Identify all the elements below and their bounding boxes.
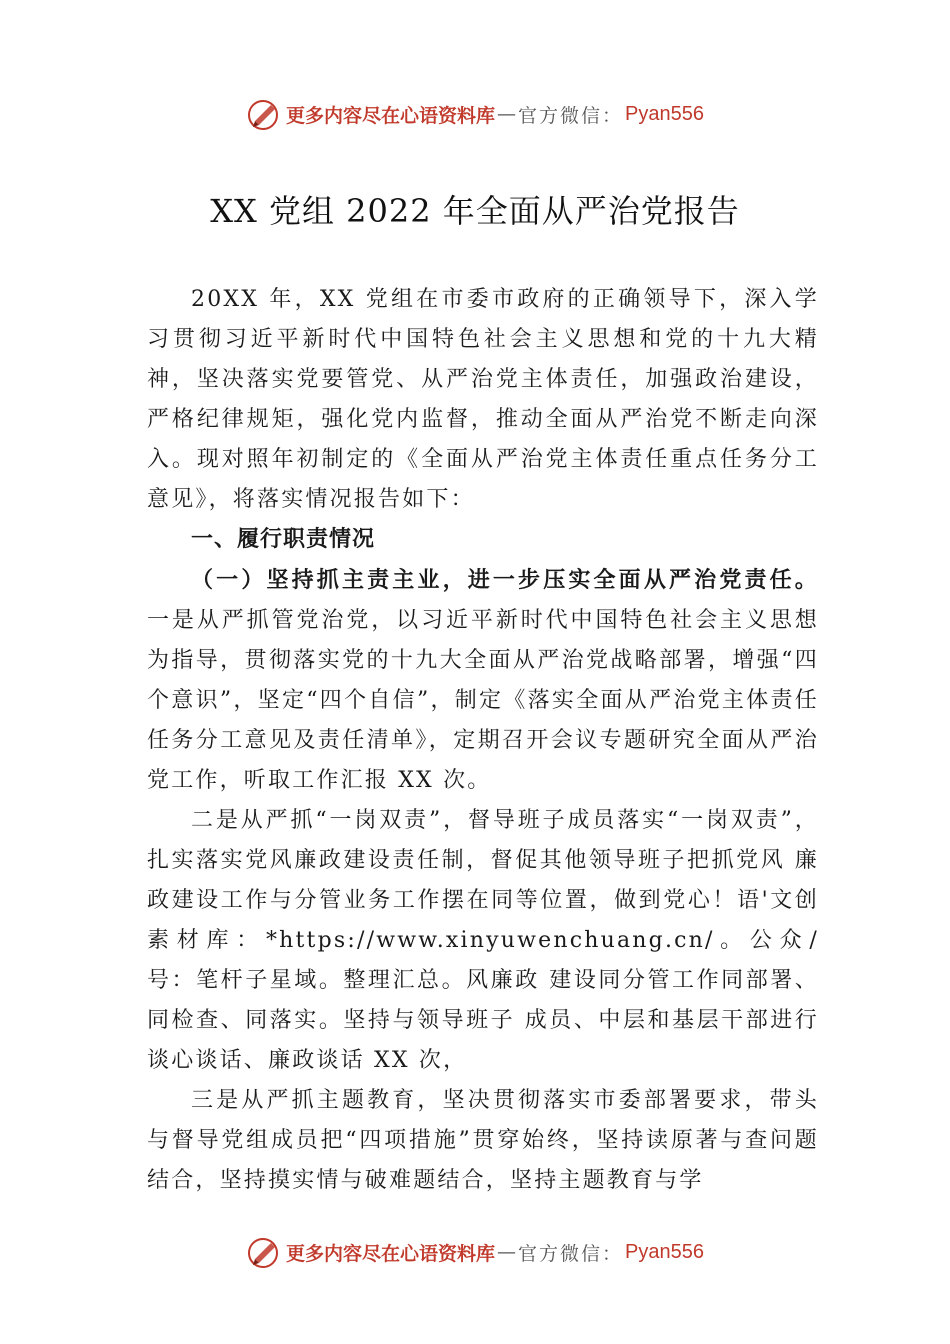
document-title: XX 党组 2022 年全面从严治党报告	[210, 192, 740, 230]
intro-paragraph: 20XX 年，XX 党组在市委市政府的正确领导下，深入学习贯彻习近平新时代中国特色社会主义思想和党的十九大精神，坚决落实党要管党、从严治党主体责任，加强政治建设，严格纪律规矩，强化党内监督，推动全面从严治党不断走向深入。现对照年初制定的《全面从严治党主体责任重点任务分工意见》，将落实情况报告如下：	[147, 287, 819, 512]
banner-wechat-id: Pyan556	[625, 102, 704, 125]
section-heading: 一、履行职责情况	[191, 527, 376, 552]
banner-brand-text: 更多内容尽在心语资料库	[286, 104, 496, 127]
banner-brand-text: 更多内容尽在心语资料库	[286, 1242, 496, 1265]
subsection-paragraph	[147, 560, 819, 801]
banner-wechat-label: 官方微信：	[518, 1242, 624, 1265]
pen-logo-icon	[246, 96, 282, 132]
body-paragraph-3: 三是从严抓主题教育，坚决贯彻落实市委部署要求，带头与督导党组成员把“四项措施”贯穿始终，坚持读原著与查问题结合，坚持摸实情与破难题结合，坚持主题教育与学	[147, 1088, 819, 1193]
banner-wechat-id: Pyan556	[625, 1240, 704, 1263]
subsection-body: 一是从严抓管党治党，以习近平新时代中国特色社会主义思想为指导，贯彻落实党的十九大全面从严治党战略部署，增强“四个意识”，坚定“四个自信”，制定《落实全面从严治党主体责任任务分工意见及责任清单》，定期召开会议专题研究全面从严治党工作，听取工作汇报 XX 次。	[147, 608, 819, 793]
subsection-title: （一）坚持抓主责主业，进一步压实全面从严治党责任。	[191, 567, 819, 593]
body-paragraph-2: 二是从严抓“一岗双责”，督导班子成员落实“一岗双责”，扎实落实党风廉政建设责任制，督促其他领导班子把抓党风 廉政建设工作与分管业务工作摆在同等位置，做到党心！语'文创素材库：*https://www.xinyuwenchuang.cn/。公众/号：笔杆子星域。整理汇总。风廉政 建设同分管工作同部署、同检查、同落实。坚持与领导班子 成员、中层和基层干部进行谈心谈话、廉政谈话 XX 次，	[147, 808, 819, 1073]
banner-separator: —	[497, 103, 517, 125]
watermark-banner-top	[0, 94, 950, 134]
document-body	[147, 280, 819, 1201]
pen-logo-icon	[246, 1234, 282, 1270]
banner-wechat-label: 官方微信：	[518, 104, 624, 127]
banner-separator: —	[497, 1241, 517, 1263]
watermark-banner-bottom	[0, 1232, 950, 1272]
